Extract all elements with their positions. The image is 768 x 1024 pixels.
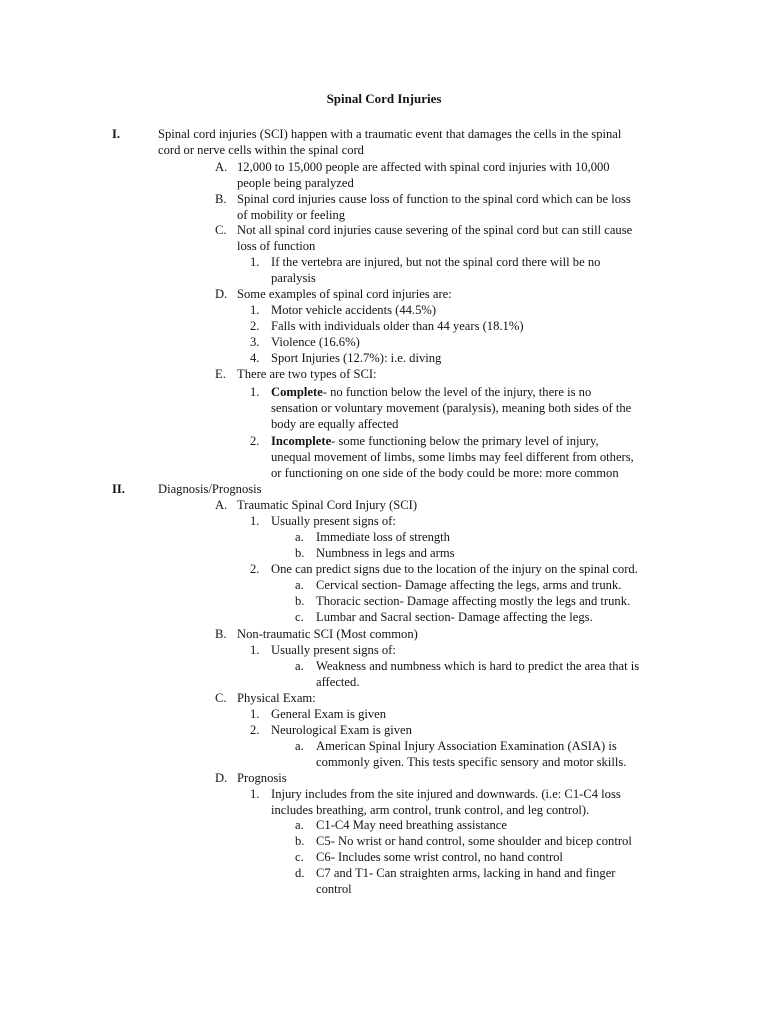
- section-numeral-2: II.: [112, 482, 125, 496]
- item-marker: B.: [215, 627, 227, 641]
- item-text: commonly given. This tests specific sensory and motor skills.: [316, 755, 627, 769]
- item-text: American Spinal Injury Association Examination (ASIA) is: [316, 739, 617, 753]
- item-text: C1-C4 May need breathing assistance: [316, 818, 507, 832]
- item-marker: E.: [215, 367, 226, 381]
- item-marker: D.: [215, 771, 228, 785]
- section-2-heading: Diagnosis/Prognosis: [158, 482, 262, 496]
- item-marker: 2.: [250, 723, 260, 737]
- section-numeral-1: I.: [112, 127, 121, 141]
- item-text: people being paralyzed: [237, 176, 354, 190]
- item-marker: 1.: [250, 643, 260, 657]
- item-text: Usually present signs of:: [271, 643, 396, 657]
- item-text: Usually present signs of:: [271, 514, 396, 528]
- item-text: of mobility or feeling: [237, 208, 346, 222]
- item-text: Motor vehicle accidents (44.5%): [271, 303, 437, 317]
- item-marker: A.: [215, 498, 228, 512]
- item-marker: b.: [295, 546, 305, 560]
- item-marker: 1.: [250, 707, 260, 721]
- item-text: affected.: [316, 675, 360, 689]
- item-marker: 4.: [250, 351, 260, 365]
- item-text: body are equally affected: [271, 417, 399, 431]
- bold-term: Complete: [271, 385, 323, 399]
- item-text: includes breathing, arm control, trunk control, and leg control).: [271, 803, 590, 817]
- item-text: loss of function: [237, 239, 316, 253]
- item-marker: A.: [215, 160, 228, 174]
- item-marker: a.: [295, 530, 304, 544]
- item-text-rest: - no function below the level of the injury, there is no: [322, 385, 592, 399]
- item-text: sensation or voluntary movement (paralysis), meaning both sides of the: [271, 401, 632, 415]
- item-text: Neurological Exam is given: [271, 723, 412, 737]
- item-marker: 1.: [250, 514, 260, 528]
- item-text: [271, 433, 599, 449]
- section-1-intro-line-1: Spinal cord injuries (SCI) happen with a traumatic event that damages the cells in the spinal: [158, 127, 622, 141]
- item-text: C6- Includes some wrist control, no hand control: [316, 850, 563, 864]
- item-text: Immediate loss of strength: [316, 530, 450, 544]
- item-text: 12,000 to 15,000 people are affected with spinal cord injuries with 10,000: [237, 160, 610, 174]
- item-marker: 2.: [250, 434, 260, 448]
- item-text: unequal movement of limbs, some limbs may feel different from others,: [271, 450, 634, 464]
- item-text: There are two types of SCI:: [237, 367, 377, 381]
- item-text: C7 and T1- Can straighten arms, lacking in hand and finger: [316, 866, 616, 880]
- item-text: Weakness and numbness which is hard to predict the area that is: [316, 659, 640, 673]
- item-text: or functioning on one side of the body could be more: more common: [271, 466, 619, 480]
- item-marker: b.: [295, 594, 305, 608]
- item-text: One can predict signs due to the location of the injury on the spinal cord.: [271, 562, 638, 576]
- item-marker: 3.: [250, 335, 260, 349]
- item-text: Thoracic section- Damage affecting mostly the legs and trunk.: [316, 594, 631, 608]
- item-text: Physical Exam:: [237, 691, 316, 705]
- item-marker: d.: [295, 866, 305, 880]
- item-text: Lumbar and Sacral section- Damage affecting the legs.: [316, 610, 593, 624]
- item-marker: 2.: [250, 319, 260, 333]
- item-marker: D.: [215, 287, 228, 301]
- item-text: Not all spinal cord injuries cause severing of the spinal cord but can still cause: [237, 223, 633, 237]
- item-text: General Exam is given: [271, 707, 387, 721]
- bold-term: Incomplete: [271, 434, 332, 448]
- item-marker: 2.: [250, 562, 260, 576]
- item-marker: c.: [295, 850, 304, 864]
- item-text: control: [316, 882, 352, 896]
- item-marker: B.: [215, 192, 227, 206]
- item-marker: C.: [215, 223, 227, 237]
- section-1-intro-line-2: cord or nerve cells within the spinal cord: [158, 143, 364, 157]
- item-marker: 1.: [250, 255, 260, 269]
- item-text: Some examples of spinal cord injuries are:: [237, 287, 452, 301]
- document-title: Spinal Cord Injuries: [326, 91, 442, 106]
- item-text: If the vertebra are injured, but not the spinal cord there will be no: [271, 255, 601, 269]
- item-text: Sport Injuries (12.7%): i.e. diving: [271, 351, 442, 365]
- item-text: paralysis: [271, 271, 316, 285]
- item-marker: 1.: [250, 787, 260, 801]
- item-text: Prognosis: [237, 771, 287, 785]
- item-text: C5- No wrist or hand control, some shoulder and bicep control: [316, 834, 632, 848]
- item-text: Traumatic Spinal Cord Injury (SCI): [237, 498, 418, 512]
- item-marker: c.: [295, 610, 304, 624]
- item-text: Non-traumatic SCI (Most common): [237, 627, 418, 641]
- item-marker: a.: [295, 739, 304, 753]
- item-marker: C.: [215, 691, 227, 705]
- item-text: Cervical section- Damage affecting the legs, arms and trunk.: [316, 578, 622, 592]
- item-marker: a.: [295, 578, 304, 592]
- item-marker: a.: [295, 659, 304, 673]
- item-marker: a.: [295, 818, 304, 832]
- item-marker: 1.: [250, 303, 260, 317]
- item-text: Numbness in legs and arms: [316, 546, 455, 560]
- item-text: Injury includes from the site injured and downwards. (i.e: C1-C4 loss: [271, 787, 621, 801]
- item-text-rest: - some functioning below the primary level of injury,: [331, 434, 599, 448]
- item-text: Violence (16.6%): [271, 335, 360, 349]
- item-text: Falls with individuals older than 44 years (18.1%): [271, 319, 524, 333]
- item-text: [271, 384, 591, 400]
- item-marker: 1.: [250, 385, 260, 399]
- item-marker: b.: [295, 834, 305, 848]
- item-text: Spinal cord injuries cause loss of function to the spinal cord which can be loss: [237, 192, 631, 206]
